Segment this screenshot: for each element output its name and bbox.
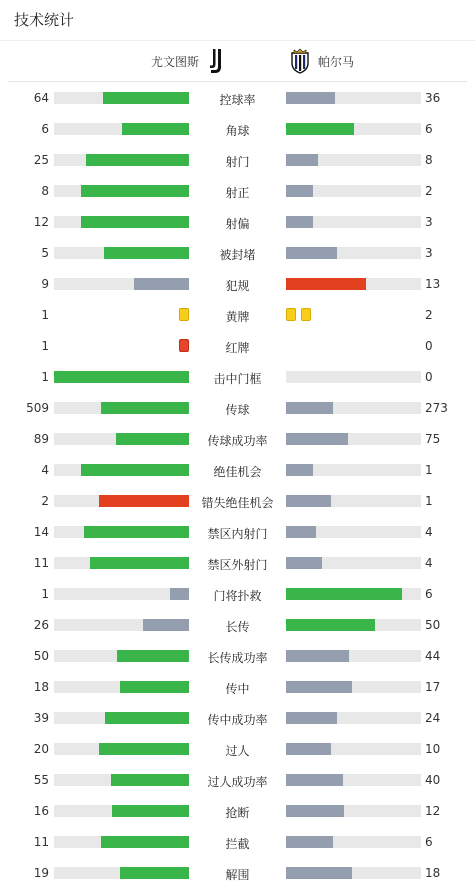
yellow-card-icon [286,308,296,321]
home-bar-track [54,247,189,259]
stat-row [0,640,475,671]
home-bar-fill [112,805,189,817]
home-bar-track [54,867,189,879]
away-bar-track [286,433,421,445]
stat-row [0,175,475,206]
yellow-card-icon [301,308,311,321]
away-value: 40 [425,773,441,787]
stat-label: 禁区内射门 [207,527,268,541]
away-bar-track [286,774,421,786]
home-bar-track [54,371,189,383]
home-value: 509 [26,401,49,415]
stat-row [0,361,475,392]
stat-row [0,454,475,485]
away-bar-fill [286,867,352,879]
away-value: 44 [425,649,441,663]
away-value: 6 [425,587,433,601]
stat-row [0,299,475,330]
home-bar-track [54,185,189,197]
stat-row [0,826,475,857]
away-value: 3 [425,215,433,229]
stat-row [0,702,475,733]
away-bar-track [286,712,421,724]
stat-row [0,547,475,578]
away-bar-fill [286,495,331,507]
stat-label: 被封堵 [219,248,256,262]
home-value: 14 [33,525,49,539]
away-bar-track [286,247,421,259]
away-bar-fill [286,774,343,786]
away-bar-fill [286,681,352,693]
stat-label: 错失绝佳机会 [201,496,274,510]
home-cards [179,308,189,322]
away-value: 6 [425,835,433,849]
stat-row [0,113,475,144]
away-value: 50 [425,618,441,632]
home-bar-track [54,743,189,755]
away-bar-fill [286,836,333,848]
away-value: 8 [425,153,433,167]
home-value: 19 [33,866,49,880]
page-title: 技术统计 [0,0,475,41]
home-bar-fill [170,588,189,600]
home-bar-track [54,402,189,414]
home-bar-fill [122,123,190,135]
away-value: 1 [425,463,433,477]
away-team-name: 帕尔马 [318,54,355,69]
away-bar-track [286,836,421,848]
stat-row [0,795,475,826]
away-bar-track [286,402,421,414]
away-bar-track [286,464,421,476]
away-bar-fill [286,278,366,290]
juventus-logo-icon [207,48,227,74]
away-bar-track [286,805,421,817]
away-bar-track [286,92,421,104]
home-value: 9 [41,277,49,291]
home-bar-track [54,433,189,445]
home-value: 25 [33,153,49,167]
home-bar-track [54,526,189,538]
home-bar-track [54,464,189,476]
away-bar-track [286,216,421,228]
home-bar-track [54,588,189,600]
stat-label: 传中 [225,682,250,696]
away-value: 18 [425,866,441,880]
home-value: 1 [41,308,49,322]
away-bar-track [286,867,421,879]
away-bar-fill [286,650,349,662]
home-bar-fill [99,743,189,755]
away-value: 273 [425,401,448,415]
away-bar-fill [286,805,344,817]
stat-row [0,392,475,423]
away-bar-track [286,743,421,755]
stat-label: 控球率 [219,93,256,107]
stat-label: 射正 [225,186,250,200]
away-value: 1 [425,494,433,508]
away-bar-fill [286,216,313,228]
home-value: 1 [41,339,49,353]
parma-crest-icon [290,48,310,74]
stat-row [0,330,475,361]
away-bar-fill [286,557,322,569]
away-cards [286,308,311,322]
home-bar-fill [120,681,189,693]
home-bar-fill [81,464,189,476]
away-value: 75 [425,432,441,446]
home-value: 11 [33,835,49,849]
home-value: 39 [33,711,49,725]
away-bar-track [286,154,421,166]
stat-label: 传球 [225,403,250,417]
home-bar-track [54,495,189,507]
home-bar-fill [86,154,189,166]
home-bar-track [54,619,189,631]
stat-label: 过人 [225,744,250,758]
home-value: 12 [33,215,49,229]
stat-row [0,485,475,516]
away-bar-fill [286,247,337,259]
home-bar-track [54,681,189,693]
stat-row [0,82,475,113]
away-bar-fill [286,588,402,600]
away-value: 10 [425,742,441,756]
home-bar-fill [101,836,189,848]
home-value: 8 [41,184,49,198]
away-value: 13 [425,277,441,291]
home-bar-fill [81,216,189,228]
away-bar-track [286,123,421,135]
away-bar-fill [286,92,335,104]
home-bar-track [54,123,189,135]
stats-list [0,82,475,888]
home-bar-fill [134,278,189,290]
home-value: 89 [33,432,49,446]
home-value: 26 [33,618,49,632]
away-value: 0 [425,370,433,384]
stat-label: 解围 [225,868,250,882]
home-bar-track [54,216,189,228]
stat-label: 犯规 [225,279,250,293]
away-bar-fill [286,464,313,476]
home-value: 5 [41,246,49,260]
home-bar-fill [117,650,189,662]
stat-row [0,423,475,454]
stat-row [0,268,475,299]
home-bar-track [54,650,189,662]
home-bar-fill [81,185,189,197]
away-value: 2 [425,184,433,198]
away-bar-track [286,526,421,538]
stat-label: 射偏 [225,217,250,231]
home-bar-fill [111,774,189,786]
home-bar-fill [104,247,189,259]
away-value: 4 [425,556,433,570]
home-bar-fill [143,619,189,631]
away-bar-fill [286,712,337,724]
home-bar-track [54,805,189,817]
away-bar-track [286,495,421,507]
yellow-card-icon [179,308,189,321]
away-bar-fill [286,185,313,197]
home-bar-fill [84,526,189,538]
home-bar-track [54,774,189,786]
stat-row [0,578,475,609]
away-bar-fill [286,743,331,755]
stat-label: 禁区外射门 [207,558,268,572]
away-value: 0 [425,339,433,353]
stat-label: 红牌 [225,341,250,355]
stat-label: 过人成功率 [207,775,268,789]
stat-label: 绝佳机会 [213,465,262,479]
stat-label: 长传成功率 [207,651,268,665]
away-value: 2 [425,308,433,322]
home-bar-track [54,557,189,569]
home-value: 1 [41,587,49,601]
away-value: 3 [425,246,433,260]
away-bar-track [286,650,421,662]
away-bar-fill [286,619,375,631]
away-value: 24 [425,711,441,725]
stat-label: 黄牌 [225,310,250,324]
away-bar-fill [286,526,316,538]
home-bar-fill [99,495,189,507]
away-bar-track [286,185,421,197]
away-value: 17 [425,680,441,694]
home-value: 20 [33,742,49,756]
home-bar-track [54,712,189,724]
away-bar-track [286,588,421,600]
home-value: 64 [33,91,49,105]
away-value: 6 [425,122,433,136]
home-value: 6 [41,122,49,136]
home-value: 18 [33,680,49,694]
home-bar-track [54,154,189,166]
red-card-icon [179,339,189,352]
home-team-name: 尤文图斯 [150,54,199,69]
stat-row [0,144,475,175]
stat-label: 击中门框 [213,372,262,386]
away-bar-track [286,681,421,693]
stat-label: 传球成功率 [207,434,268,448]
stat-label: 射门 [225,155,250,169]
home-bar-track [54,92,189,104]
stat-row [0,206,475,237]
stat-label: 拦截 [225,837,250,851]
home-bar-fill [101,402,189,414]
away-bar-track [286,278,421,290]
stat-row [0,516,475,547]
teams-header [8,41,467,82]
stat-row [0,733,475,764]
home-value: 16 [33,804,49,818]
home-cards [179,339,189,353]
home-bar-fill [90,557,189,569]
home-value: 2 [41,494,49,508]
away-bar-track [286,557,421,569]
stat-row [0,671,475,702]
stat-row [0,237,475,268]
stat-label: 长传 [225,620,250,634]
home-value: 50 [33,649,49,663]
away-value: 4 [425,525,433,539]
home-value: 55 [33,773,49,787]
home-team[interactable] [151,41,227,81]
away-value: 36 [425,91,441,105]
home-bar-fill [105,712,189,724]
stat-row [0,857,475,888]
away-value: 12 [425,804,441,818]
away-bar-fill [286,402,333,414]
stat-row [0,764,475,795]
home-bar-track [54,836,189,848]
away-bar-track [286,619,421,631]
away-bar-fill [286,154,318,166]
away-bar-track [286,371,421,383]
stat-label: 抢断 [225,806,250,820]
home-bar-fill [54,371,189,383]
away-bar-fill [286,433,348,445]
home-bar-track [54,278,189,290]
home-value: 4 [41,463,49,477]
home-bar-fill [120,867,189,879]
stat-row [0,609,475,640]
stat-label: 角球 [225,124,250,138]
home-bar-fill [116,433,189,445]
away-team[interactable] [290,41,354,81]
home-bar-fill [103,92,189,104]
stat-label: 传中成功率 [207,713,268,727]
home-value: 11 [33,556,49,570]
away-bar-fill [286,123,354,135]
stat-label: 门将扑救 [213,589,262,603]
home-value: 1 [41,370,49,384]
